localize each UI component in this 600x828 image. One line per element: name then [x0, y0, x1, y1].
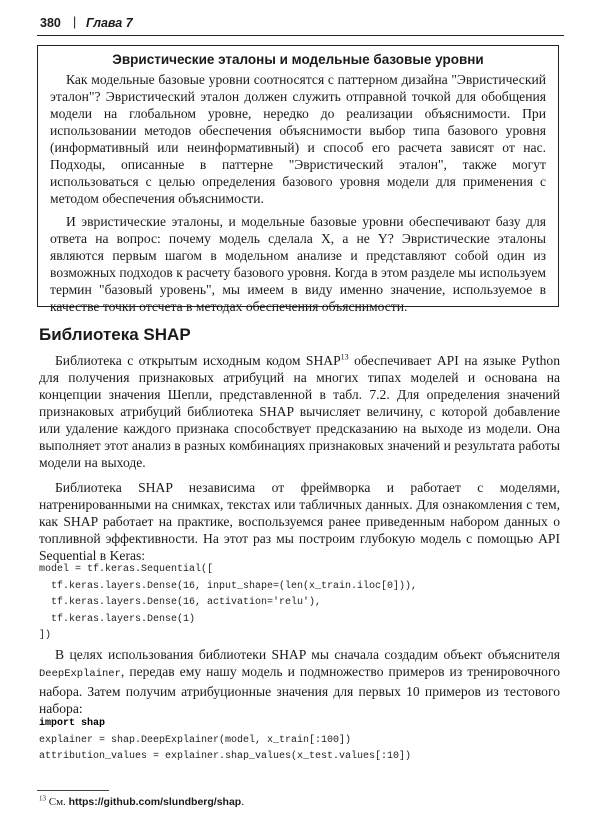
code-line: tf.keras.layers.Dense(16, activation='relu'),: [39, 597, 322, 608]
code-line: tf.keras.layers.Dense(1): [39, 613, 196, 625]
paragraph-2: Библиотека SHAP независима от фреймворка и работает с моделями, натренированными на снимках, текстах или табличных данных. Для ознакомления с тем, как SHAP работает на практике, воспользуемся ранее приведенным набором данных о топливной эффективности. На этот раз мы построим глубокую модель с помощью API Sequential в Keras:: [39, 480, 560, 563]
section-title: Библиотека SHAP: [39, 325, 191, 344]
footnote-link[interactable]: https://github.com/slundberg/shap: [68, 796, 242, 808]
paragraph-1-rest: обеспечивает API на языке Python для получения признаковых атрибуций на многих типах моделей и основана на концепции значения Шепли, представленной в табл. 7.2. Для определения значений признаковых атрибуций библиотека SHAP вычисляет величину, с которой добавление или удаление каждого признака способствует предсказанию на выходе из модели. Она выполняет этот анализ в разных комбинациях признаковых значений и результата работы модели на выходе.: [39, 353, 560, 470]
code-block-2: [39, 716, 411, 766]
code-line: tf.keras.layers.Dense(16, input_shape=(len(x_train.iloc[0])),: [39, 580, 418, 592]
footnote: [39, 796, 244, 808]
footnote-text: См.: [46, 796, 69, 808]
paragraph-1: [39, 352, 560, 471]
paragraph-1-start: Библиотека с открытым исходным кодом SHAP: [55, 353, 341, 368]
paragraph-3-rest: , передав ему нашу модель и подмножество примеров из тренировочного набора. Затем получим атрибуционные значения для первых 10 примеров из тестового набора:: [39, 664, 560, 716]
sidebar-title: Эвристические эталоны и модельные базовые уровни: [112, 52, 484, 67]
header-separator: |: [73, 15, 77, 29]
header-rule: [37, 35, 564, 36]
page-number: 380: [40, 16, 61, 30]
footnote-end: .: [241, 796, 244, 808]
chapter-label: Глава 7: [86, 16, 133, 30]
code-block-1: [39, 562, 417, 645]
code-line: attribution_values = explainer.shap_values(x_test.values[:10]): [39, 751, 412, 762]
code-import-line: import shap: [39, 718, 106, 729]
inline-code-deepexplainer: DeepExplainer: [39, 668, 121, 680]
footnote-number: 13: [39, 794, 46, 803]
code-line: explainer = shap.DeepExplainer(model, x_train[:100]): [39, 734, 352, 746]
paragraph-3: [39, 646, 560, 717]
footnote-ref[interactable]: 13: [340, 352, 349, 362]
sidebar-paragraph-1: Как модельные базовые уровни соотносятся с паттерном дизайна "Эвристический эталон"? Эвристический эталон должен служить отправной точкой для обобщения модели на глобальном уровне, нередко до реализации объяснимости. При использовании методов обеспечения объяснимости выбор типа базового уровня (информативный или неинформативный) и способ его расчета зависят от нас. Подходы, описанные в паттерне "Эвристический эталон", также могут использоваться с целью определения базового уровня модели для применения с методом обеспечения объяснимости.: [50, 72, 546, 206]
sidebar-paragraph-2: И эвристические эталоны, и модельные базовые уровни обеспечивают базу для ответа на вопрос: почему модель сделала X, а не Y? Эвристические эталоны являются первым шагом в модельном анализе и представляют собой один из возможных подходов к расчету базового уровня. Когда в этом разделе мы используем термин "базовый уровень", мы имеем в виду именно значение, используемое в качестве точки отсчета в методах обеспечения объяснимости.: [50, 214, 546, 314]
footnote-rule: [37, 790, 109, 791]
page-header: [37, 12, 564, 34]
code-line: model = tf.keras.Sequential([: [39, 564, 214, 575]
sidebar-box: [37, 45, 559, 314]
paragraph-3-start: В целях использования библиотеки SHAP мы сначала создадим объект объяснителя: [55, 647, 560, 662]
code-line: ]): [39, 630, 52, 641]
